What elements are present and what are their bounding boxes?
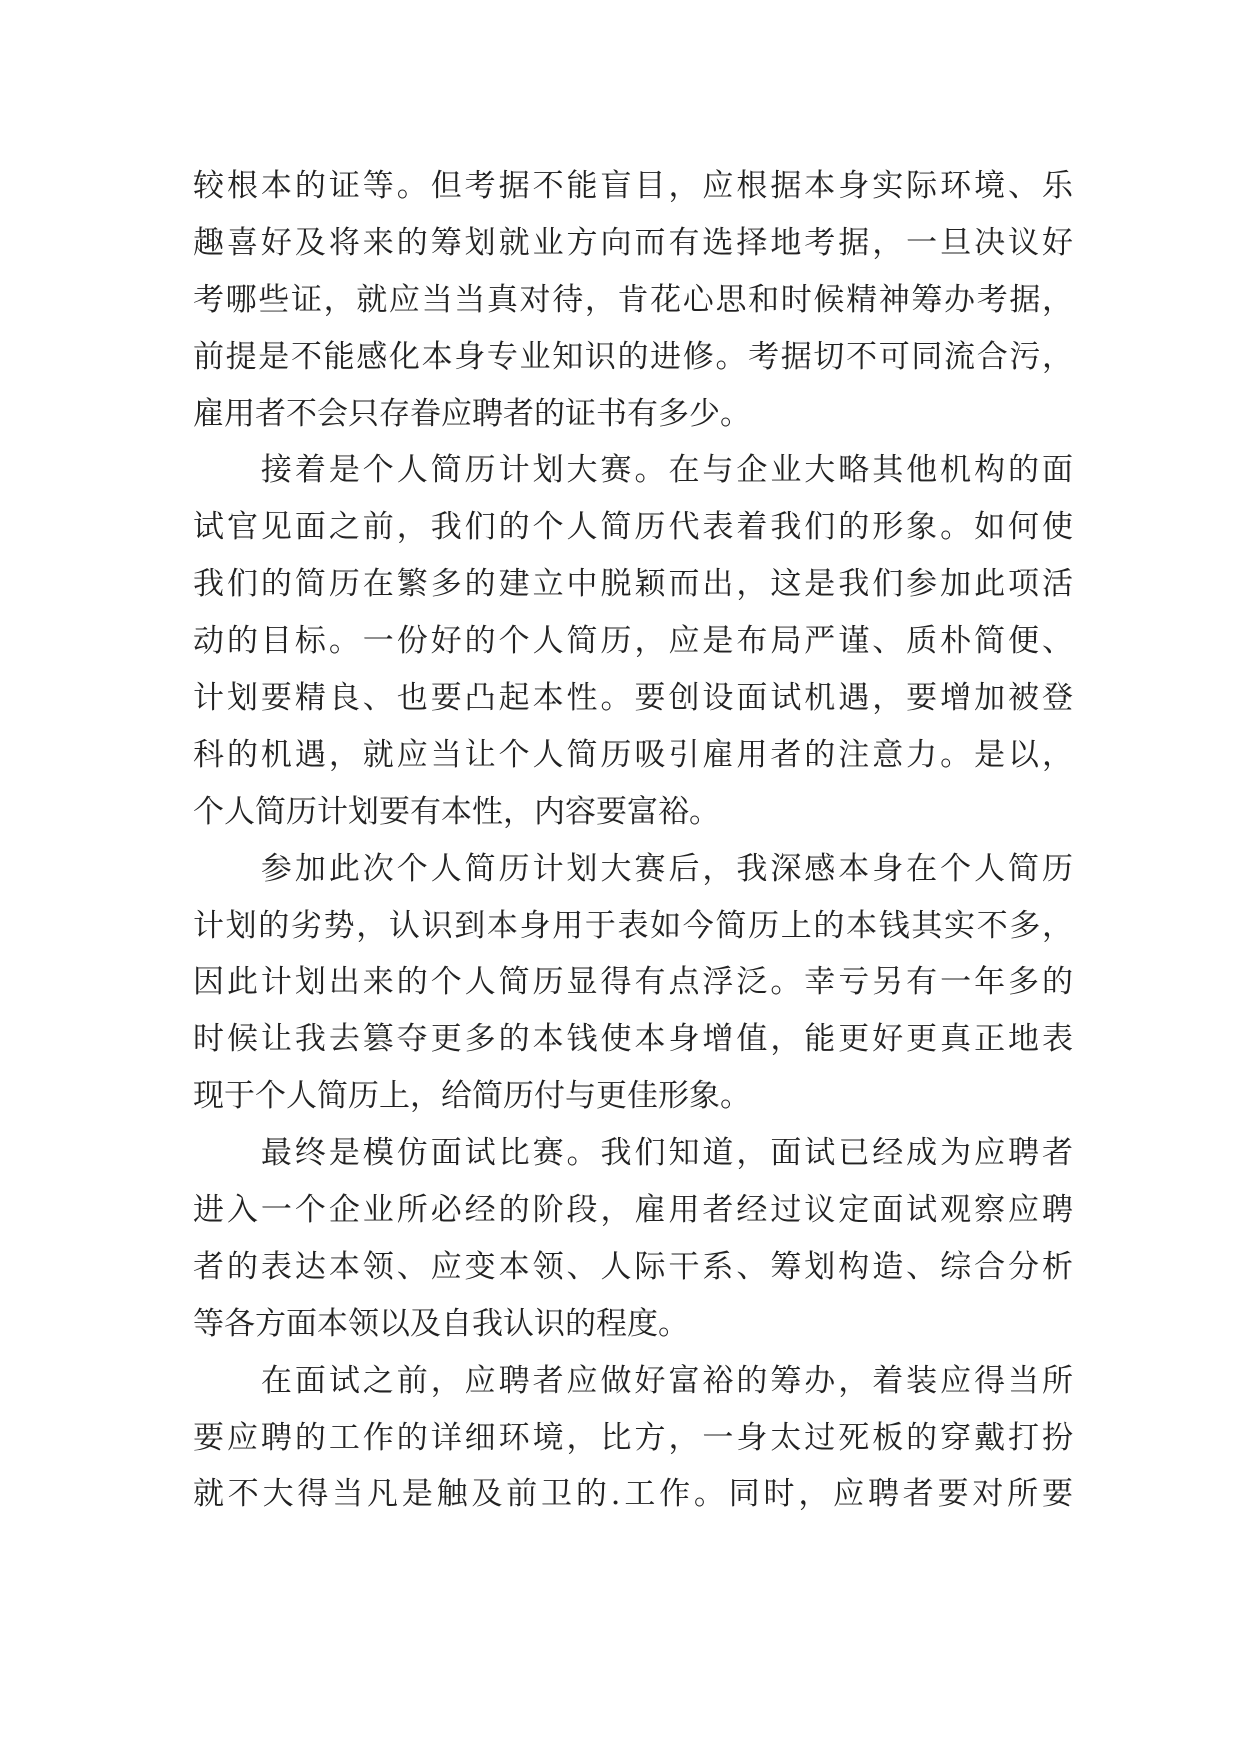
text-line: 雇用者不会只存眷应聘者的证书有多少。 [193, 395, 751, 432]
text-line: 考哪些证，就应当当真对待，肯花心思和时候精神筹办考据， [193, 281, 1073, 318]
text-line: 者的表达本领、应变本领、人际干系、筹划构造、综合分析 [193, 1248, 1073, 1285]
text-line: 参加此次个人简历计划大赛后，我深感本身在个人简历 [193, 850, 1073, 887]
text-line: 科的机遇，就应当让个人简历吸引雇用者的注意力。是以， [193, 736, 1073, 773]
paragraph-2 [193, 442, 1073, 840]
text-line: 我们的简历在繁多的建立中脱颖而出，这是我们参加此项活 [193, 566, 1073, 603]
text-line: 进入一个企业所必经的阶段，雇用者经过议定面试观察应聘 [193, 1192, 1073, 1229]
text-line: 现于个人简历上，给简历付与更佳形象。 [193, 1078, 751, 1115]
text-line: 试官见面之前，我们的个人简历代表着我们的形象。如何使 [193, 509, 1073, 546]
text-line: 因此计划出来的个人简历显得有点浮泛。幸亏另有一年多的 [193, 964, 1073, 1001]
text-line: 要应聘的工作的详细环境，比方，一身太过死板的穿戴打扮 [193, 1419, 1073, 1456]
text-line: 就不大得当凡是触及前卫的.工作。同时，应聘者要对所要 [193, 1476, 1073, 1513]
paragraph-3 [193, 841, 1073, 1125]
text-line: 等各方面本领以及自我认识的程度。 [193, 1305, 689, 1342]
text-line: 动的目标。一份好的个人简历，应是布局严谨、质朴简便、 [193, 623, 1073, 660]
paragraph-5 [193, 1353, 1073, 1524]
text-line: 接着是个人简历计划大赛。在与企业大略其他机构的面 [193, 452, 1073, 489]
text-line: 计划要精良、也要凸起本性。要创设面试机遇，要增加被登 [193, 680, 1073, 717]
text-line: 较根本的证等。但考据不能盲目，应根据本身实际环境、乐 [193, 168, 1073, 204]
text-line: 前提是不能感化本身专业知识的进修。考据切不可同流合污， [193, 338, 1073, 375]
paragraph-4 [193, 1125, 1073, 1353]
text-line: 在面试之前，应聘者应做好富裕的筹办，着装应得当所 [193, 1362, 1073, 1399]
text-line: 个人简历计划要有本性，内容要富裕。 [193, 793, 720, 830]
text-line: 计划的劣势，认识到本身用于表如今简历上的本钱其实不多， [193, 907, 1073, 944]
text-line: 趣喜好及将来的筹划就业方向而有选择地考据，一旦决议好 [193, 224, 1073, 261]
paragraph-1 [193, 158, 1073, 442]
text-line: 时候让我去篡夺更多的本钱使本身增值，能更好更真正地表 [193, 1021, 1073, 1058]
text-line: 最终是模仿面试比赛。我们知道，面试已经成为应聘者 [193, 1135, 1073, 1172]
document-body [193, 158, 1073, 1523]
